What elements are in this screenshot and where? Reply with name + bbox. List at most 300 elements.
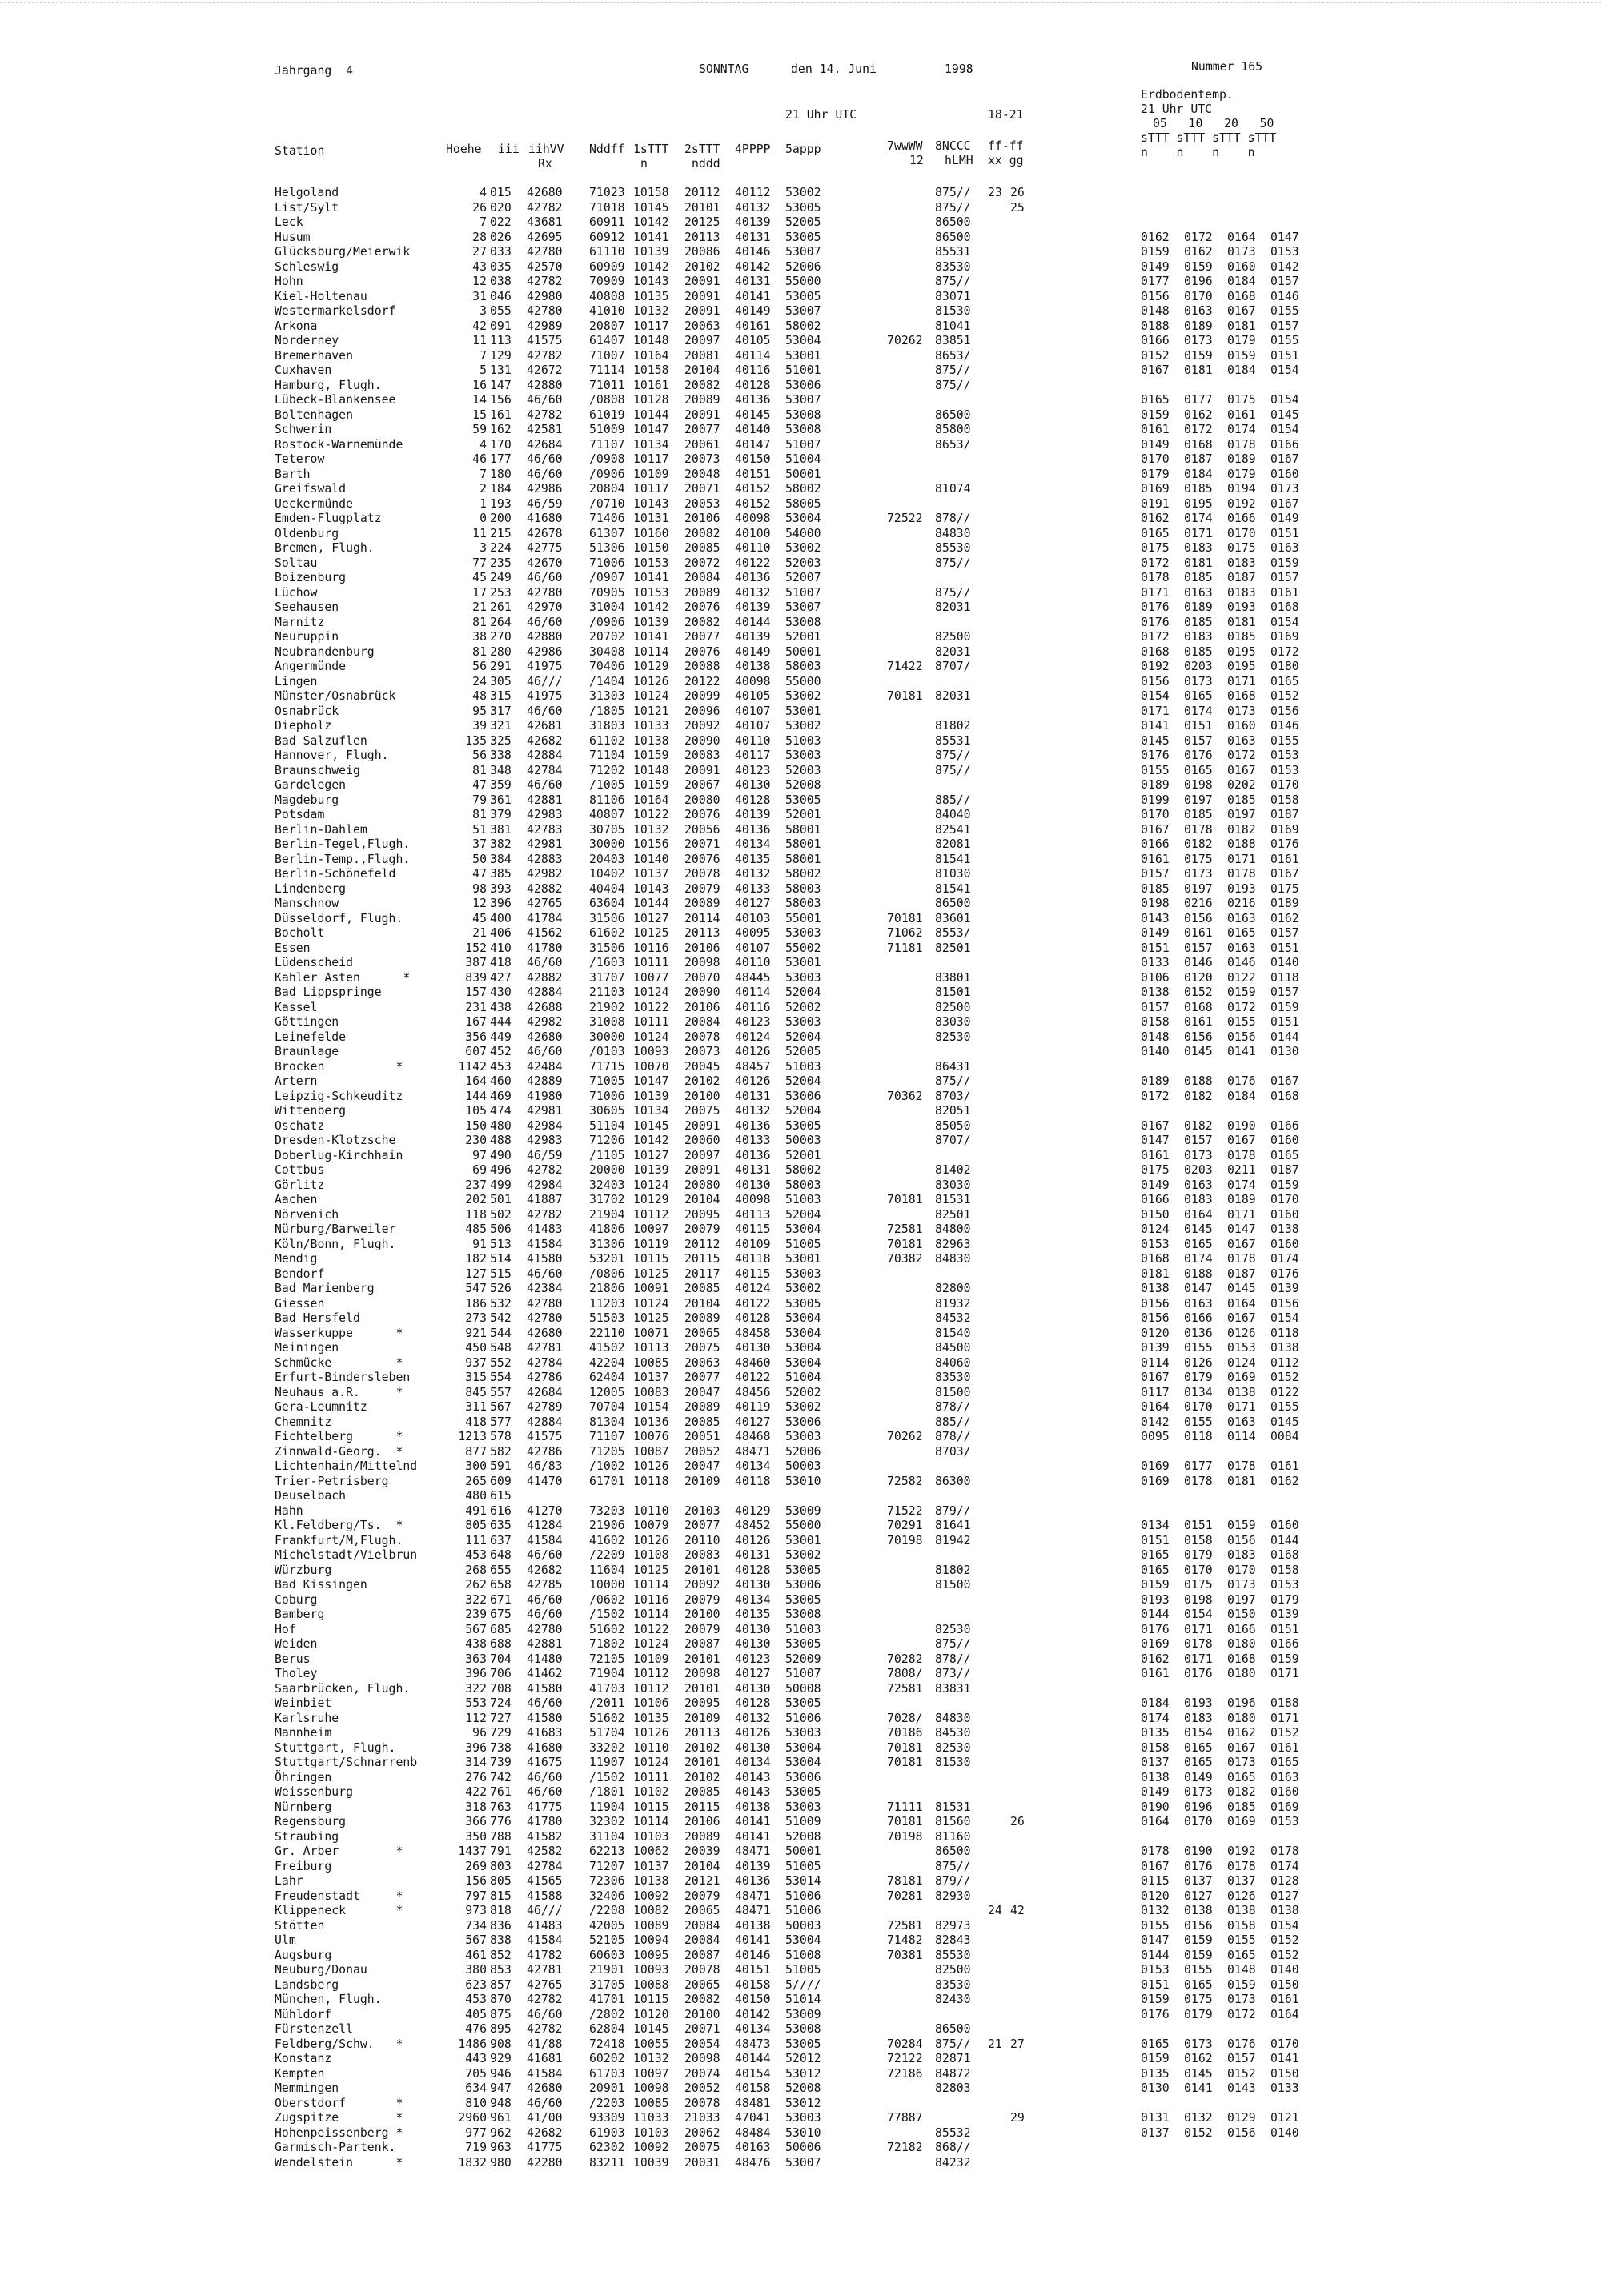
soil-temp-value: 0165 [1227, 1770, 1256, 1784]
table-row [0, 1815, 1601, 1830]
group-1sttt: 10121 [633, 704, 669, 718]
height: 111 [465, 1533, 487, 1547]
group-1sttt: 10097 [633, 1222, 669, 1236]
station-name: Saarbrücken, Flugh. [275, 1681, 411, 1696]
station-name: Angermünde [275, 660, 347, 673]
soil-temp-value: 0185 [1227, 1800, 1256, 1814]
group-2sttt: 20110 [684, 1533, 720, 1547]
group-2sttt: 20081 [684, 348, 720, 363]
station-name: Bendorf [275, 1266, 325, 1281]
group-nddff: 71205 [589, 1444, 625, 1459]
group-2sttt: 20078 [684, 2096, 720, 2110]
date-label: den 14. Juni [791, 62, 877, 76]
group-5appp: 53005 [785, 2037, 821, 2051]
soil-temp-value: 0174 [1184, 512, 1213, 525]
group-iihvv: 41462 [527, 1667, 563, 1680]
soil-temp-value: 0185 [1227, 793, 1256, 807]
soil-temp-value: 0140 [1141, 1045, 1170, 1058]
soil-temp-value: 0095 [1141, 1430, 1170, 1443]
soil-temp-value: 0151 [1141, 1977, 1170, 1992]
station-name: Konstanz [275, 2052, 332, 2065]
soil-temp-value: 0170 [1270, 1193, 1299, 1206]
soil-temp-value: 0175 [1270, 881, 1299, 896]
group-2sttt: 20102 [684, 1770, 720, 1784]
station-id: 929 [490, 2052, 512, 2065]
group-1sttt: 10110 [633, 1503, 669, 1518]
soil-temp-value: 0128 [1270, 1874, 1299, 1888]
soil-temp-value: 0118 [1270, 1326, 1299, 1340]
height: 1437 [458, 1844, 487, 1858]
group-5appp: 52008 [785, 2081, 821, 2095]
group-5appp: 50001 [785, 467, 821, 481]
group-nddff: /1005 [589, 778, 625, 792]
group-4pppp: 40141 [735, 1829, 771, 1844]
soil-temp-value: 0175 [1184, 1578, 1213, 1592]
soil-temp-value: 0155 [1270, 334, 1299, 347]
station-id: 671 [490, 1592, 512, 1607]
group-nddff: /1404 [589, 674, 625, 688]
soil-temp-value: 0161 [1270, 852, 1299, 866]
group-4pppp: 40141 [735, 1933, 771, 1947]
soil-temp-value: 0183 [1227, 1548, 1256, 1562]
group-iihvv: 42782 [527, 2022, 563, 2036]
station-id: 315 [490, 689, 512, 703]
group-2sttt: 20079 [684, 1889, 720, 1903]
group-4pppp: 40135 [735, 1608, 771, 1621]
soil-temp-value: 0133 [1141, 956, 1170, 969]
soil-temp-value: 0166 [1270, 1118, 1299, 1133]
group-iihvv: 41584 [527, 1237, 563, 1251]
group-8nccc: 84872 [935, 2066, 971, 2081]
group-1sttt: 10142 [633, 215, 669, 229]
group-nddff: 53201 [589, 1252, 625, 1266]
group-7wwww: 70181 [887, 1815, 923, 1828]
table-row [0, 2008, 1601, 2023]
group-4pppp: 40130 [735, 1622, 771, 1636]
table-row [0, 1001, 1601, 1016]
station-name: Lingen [275, 674, 318, 688]
height: 1832 [458, 2155, 487, 2170]
group-4pppp: 40127 [735, 1415, 771, 1429]
group-2sttt: 20101 [684, 1652, 720, 1666]
soil-temp-value: 0162 [1141, 230, 1170, 244]
group-1sttt: 10111 [633, 1015, 669, 1029]
table-row [0, 1045, 1601, 1060]
soil-temp-value: 0159 [1141, 1578, 1170, 1592]
soil-temp-value: 0161 [1141, 1148, 1170, 1162]
soil-temp-value: 0189 [1184, 600, 1213, 614]
station-id: 393 [490, 881, 512, 896]
group-1sttt: 10126 [633, 1459, 669, 1473]
group-5appp: 58003 [785, 660, 821, 673]
group-4pppp: 40149 [735, 644, 771, 659]
col-rx: Rx [538, 157, 552, 171]
soil-temp-value: 0164 [1227, 230, 1256, 244]
col-2sttt-sub: nddd [692, 157, 720, 171]
group-iihvv: 42780 [527, 1311, 563, 1325]
soil-temp-value: 0120 [1141, 1889, 1170, 1903]
group-2sttt: 20076 [684, 600, 720, 614]
group-8nccc: 84830 [935, 1252, 971, 1266]
group-4pppp: 40161 [735, 319, 771, 333]
group-4pppp: 40131 [735, 1089, 771, 1103]
group-iihvv: 42786 [527, 1371, 563, 1384]
group-nddff: 30605 [589, 1104, 625, 1118]
soil-temp-value: 0178 [1184, 1637, 1213, 1651]
group-8nccc: 82500 [935, 1000, 971, 1014]
station-name: Berlin-Schönefeld [275, 867, 396, 881]
soil-temp-value: 0156 [1141, 289, 1170, 303]
station-id: 708 [490, 1681, 512, 1696]
group-5appp: 52004 [785, 1074, 821, 1088]
height: 262 [465, 1578, 487, 1592]
soil-temp-value: 0172 [1227, 1000, 1256, 1014]
group-4pppp: 40127 [735, 897, 771, 910]
height: 42 [472, 319, 487, 333]
group-5appp: 53003 [785, 1430, 821, 1443]
station-id: 727 [490, 1711, 512, 1725]
group-1sttt: 10132 [633, 822, 669, 837]
group-4pppp: 48468 [735, 1430, 771, 1443]
table-row [0, 1327, 1601, 1342]
table-row [0, 1459, 1601, 1475]
group-2sttt: 20039 [684, 1844, 720, 1858]
height: 81 [472, 763, 487, 777]
height: 350 [465, 1829, 487, 1844]
group-1sttt: 10137 [633, 1371, 669, 1384]
soil-temp-value: 0152 [1270, 1948, 1299, 1962]
group-nddff: /2208 [589, 1904, 625, 1917]
group-4pppp: 40132 [735, 200, 771, 215]
group-2sttt: 20087 [684, 1948, 720, 1962]
soil-temp-value: 0146 [1270, 289, 1299, 303]
group-4pppp: 48476 [735, 2155, 771, 2170]
group-5appp: 51005 [785, 1237, 821, 1251]
group-5appp: 53005 [785, 1118, 821, 1133]
station-name: Oberstdorf * [275, 2096, 403, 2110]
group-8nccc: 84830 [935, 1711, 971, 1725]
station-id: 249 [490, 571, 512, 584]
height: 118 [465, 1207, 487, 1222]
group-4pppp: 40149 [735, 304, 771, 318]
soil-temp-value: 0167 [1227, 1311, 1256, 1325]
group-nddff: 71018 [589, 200, 625, 215]
group-5appp: 51009 [785, 1815, 821, 1828]
group-5appp: 53002 [785, 1548, 821, 1562]
height: 144 [465, 1089, 487, 1103]
group-iihvv: 42882 [527, 970, 563, 985]
group-iihvv: 42989 [527, 319, 563, 333]
soil-temp-value: 0130 [1270, 1045, 1299, 1058]
group-iihvv: 43681 [527, 215, 563, 229]
table-row [0, 1785, 1601, 1800]
soil-temp-value: 0165 [1184, 689, 1213, 703]
table-row [0, 2156, 1601, 2171]
group-1sttt: 10117 [633, 319, 669, 333]
group-2sttt: 20089 [684, 897, 720, 910]
col-station: Station [275, 144, 325, 158]
soil-temp-value: 0173 [1184, 1785, 1213, 1799]
station-id: 156 [490, 393, 512, 407]
soil-temp-value: 0156 [1270, 1296, 1299, 1311]
soil-temp-value: 0167 [1141, 1118, 1170, 1133]
soil-temp-value: 0132 [1184, 2111, 1213, 2125]
group-nddff: /1805 [589, 704, 625, 718]
group-7wwww: 70198 [887, 1829, 923, 1844]
group-8nccc: 82963 [935, 1237, 971, 1251]
soil-temp-value: 0168 [1141, 1252, 1170, 1266]
soil-temp-value: 0154 [1270, 393, 1299, 407]
table-row [0, 1741, 1601, 1756]
group-iihvv: 42384 [527, 1282, 563, 1295]
station-name: Husum [275, 230, 311, 244]
group-1sttt: 10142 [633, 1134, 669, 1147]
group-5appp: 51006 [785, 1889, 821, 1903]
soil-temp-value: 0169 [1270, 822, 1299, 837]
group-nddff: 93309 [589, 2111, 625, 2125]
group-1sttt: 10114 [633, 1608, 669, 1621]
group-7wwww: 78181 [887, 1874, 923, 1888]
soil-temp-value: 0167 [1141, 363, 1170, 377]
soil-temp-value: 0152 [1270, 689, 1299, 703]
group-8nccc: 86500 [935, 215, 971, 229]
group-iihvv: 42782 [527, 1993, 563, 2006]
group-iihvv: 41483 [527, 1222, 563, 1236]
group-iihvv: 46/60 [527, 1045, 563, 1058]
station-name: Berlin-Dahlem [275, 822, 367, 837]
group-8nccc: 84040 [935, 808, 971, 821]
station-id: 453 [490, 1059, 512, 1074]
height: 276 [465, 1770, 487, 1784]
group-nddff: 31702 [589, 1193, 625, 1206]
group-iihvv: 42784 [527, 763, 563, 777]
group-7wwww: 72581 [887, 1918, 923, 1933]
soil-temp-value: 0165 [1141, 2037, 1170, 2051]
height: 77 [472, 556, 487, 570]
height: 98 [472, 881, 487, 896]
group-5appp: 53008 [785, 2022, 821, 2036]
col-iii: iii [498, 142, 520, 156]
group-nddff: 71006 [589, 556, 625, 570]
group-8nccc: 82051 [935, 1104, 971, 1118]
soil-temp-value: 0148 [1141, 1030, 1170, 1044]
soil-temp-value: 0122 [1227, 970, 1256, 985]
group-5appp: 52004 [785, 985, 821, 999]
group-iihvv: 42970 [527, 600, 563, 614]
group-1sttt: 10112 [633, 1667, 669, 1680]
group-nddff: 41701 [589, 1993, 625, 2006]
soil-temp-value: 0152 [1270, 1933, 1299, 1947]
soil-temp-value: 0172 [1141, 1089, 1170, 1103]
group-4pppp: 40151 [735, 467, 771, 481]
station-id: 557 [490, 1385, 512, 1399]
group-1sttt: 10150 [633, 541, 669, 555]
group-iihvv: 41575 [527, 334, 563, 347]
soil-temp-value: 0168 [1227, 689, 1256, 703]
station-id: 235 [490, 556, 512, 570]
group-iihvv: 42775 [527, 541, 563, 555]
soil-temp-value: 0121 [1270, 2111, 1299, 2125]
soil-temp-value: 0174 [1184, 1252, 1213, 1266]
station-name: Braunschweig [275, 763, 360, 777]
group-2sttt: 20125 [684, 215, 720, 229]
soil-temp-value: 0172 [1184, 230, 1213, 244]
group-nddff: 52105 [589, 1933, 625, 1947]
group-5appp: 53004 [785, 1326, 821, 1340]
height: 937 [465, 1355, 487, 1370]
table-row [0, 1593, 1601, 1608]
soil-temp-value: 0140 [1270, 956, 1299, 969]
height: 24 [472, 674, 487, 688]
group-4pppp: 40128 [735, 378, 771, 392]
station-name: Öhringen [275, 1770, 332, 1784]
station-id: 567 [490, 1400, 512, 1414]
group-nddff: 71107 [589, 1430, 625, 1443]
group-nddff: 11904 [589, 1800, 625, 1814]
height: 79 [472, 793, 487, 807]
group-1sttt: 10143 [633, 275, 669, 288]
soil-temp-value: 0170 [1184, 1563, 1213, 1577]
gust-gg: 25 [1010, 200, 1025, 215]
group-iihvv: 42889 [527, 1074, 563, 1088]
group-5appp: 52001 [785, 1148, 821, 1162]
soil-temp-value: 0177 [1141, 275, 1170, 288]
soil-temp-value: 0162 [1227, 1726, 1256, 1740]
group-iihvv: 42884 [527, 985, 563, 999]
group-7wwww: 70181 [887, 1237, 923, 1251]
station-name: Schleswig [275, 259, 339, 274]
group-iihvv: 41582 [527, 1829, 563, 1844]
soil-temp-value: 0157 [1184, 1134, 1213, 1147]
group-2sttt: 20075 [684, 2141, 720, 2154]
group-8nccc: 82031 [935, 689, 971, 703]
group-8nccc: 82500 [935, 1963, 971, 1977]
soil-temp-value: 0183 [1184, 1193, 1213, 1206]
soil-temp-value: 0145 [1184, 2066, 1213, 2081]
station-id: 147 [490, 378, 512, 392]
height: 567 [465, 1622, 487, 1636]
group-iihvv: 46/60 [527, 1785, 563, 1799]
group-1sttt: 10115 [633, 1800, 669, 1814]
soil-temp-value: 0182 [1184, 1118, 1213, 1133]
group-iihvv: 42670 [527, 556, 563, 570]
group-iihvv: 42780 [527, 245, 563, 259]
station-name: Würzburg [275, 1563, 332, 1577]
group-2sttt: 20091 [684, 1163, 720, 1177]
group-iihvv: 41/00 [527, 2111, 563, 2125]
soil-temp-value: 0165 [1141, 393, 1170, 407]
soil-temp-value: 0171 [1141, 585, 1170, 600]
soil-temp-value: 0138 [1270, 1222, 1299, 1236]
soil-temp-value: 0175 [1227, 393, 1256, 407]
station-name: Bamberg [275, 1608, 325, 1621]
soil-temp-value: 0154 [1270, 615, 1299, 629]
group-nddff: 71207 [589, 1859, 625, 1873]
group-5appp: 51003 [785, 1193, 821, 1206]
table-row [0, 1030, 1601, 1046]
group-4pppp: 40131 [735, 275, 771, 288]
group-iihvv: 42678 [527, 526, 563, 540]
group-iihvv: 41775 [527, 2141, 563, 2154]
table-row [0, 408, 1601, 423]
group-iihvv: 46/60 [527, 956, 563, 969]
soil-temp-value: 0126 [1227, 1889, 1256, 1903]
soil-temp-value: 0189 [1270, 897, 1299, 910]
group-1sttt: 10135 [633, 1711, 669, 1725]
soil-temp-value: 0169 [1141, 482, 1170, 496]
group-1sttt: 10124 [633, 689, 669, 703]
station-id: 739 [490, 1756, 512, 1769]
group-8nccc: 82843 [935, 1933, 971, 1947]
group-2sttt: 20104 [684, 1296, 720, 1311]
station-id: 396 [490, 897, 512, 910]
group-2sttt: 20077 [684, 1519, 720, 1532]
group-iihvv: 42781 [527, 1963, 563, 1977]
group-5appp: 53006 [785, 378, 821, 392]
soil-temp-value: 0172 [1270, 644, 1299, 659]
height: 47 [472, 778, 487, 792]
station-name: Straubing [275, 1829, 339, 1844]
height: 453 [465, 1993, 487, 2006]
soil-temp-value: 0196 [1184, 275, 1213, 288]
soil-temp-value: 0159 [1270, 1000, 1299, 1014]
soil-temp-value: 0165 [1270, 1148, 1299, 1162]
group-5appp: 53002 [785, 1400, 821, 1414]
group-7wwww: 70181 [887, 1193, 923, 1206]
group-5appp: 52002 [785, 1385, 821, 1399]
table-row [0, 1445, 1601, 1460]
group-1sttt: 10138 [633, 733, 669, 748]
col-gusts-sub: xx gg [988, 154, 1024, 167]
group-4pppp: 40136 [735, 822, 771, 837]
group-4pppp: 40138 [735, 1800, 771, 1814]
group-2sttt: 20086 [684, 245, 720, 259]
station-name: Magdeburg [275, 793, 339, 807]
station-id: 438 [490, 1000, 512, 1014]
group-1sttt: 10076 [633, 1430, 669, 1443]
soil-temp-value: 0115 [1141, 1874, 1170, 1888]
soil-temp-value: 0120 [1184, 970, 1213, 985]
group-nddff: 70905 [589, 585, 625, 600]
group-nddff: 41703 [589, 1681, 625, 1696]
group-8nccc: 81074 [935, 482, 971, 496]
station-id: 648 [490, 1548, 512, 1562]
group-iihvv: 42782 [527, 1163, 563, 1177]
soil-temp-value: 0158 [1270, 793, 1299, 807]
height: 363 [465, 1652, 487, 1666]
group-4pppp: 40139 [735, 808, 771, 821]
group-5appp: 51004 [785, 452, 821, 466]
col-1sttt: 1sTTT [633, 142, 669, 156]
station-name: Seehausen [275, 600, 339, 614]
group-4pppp: 40134 [735, 1459, 771, 1473]
soil-temp-value: 0155 [1270, 1400, 1299, 1414]
station-name: Giessen [275, 1296, 325, 1311]
soil-temp-value: 0145 [1227, 1282, 1256, 1295]
soil-temp-value: 0182 [1184, 837, 1213, 851]
soil-temp-value: 0169 [1141, 1459, 1170, 1473]
group-4pppp: 40112 [735, 186, 771, 199]
soil-temp-value: 0156 [1184, 1918, 1213, 1933]
group-2sttt: 20106 [684, 1815, 720, 1828]
group-5appp: 52003 [785, 556, 821, 570]
group-iihvv: 46/// [527, 674, 563, 688]
soil-depths: 05 10 20 50 [1153, 117, 1274, 130]
table-row [0, 260, 1601, 275]
group-7wwww: 72186 [887, 2066, 923, 2081]
group-8nccc: 878// [935, 1652, 971, 1666]
group-5appp: 53004 [785, 1355, 821, 1370]
